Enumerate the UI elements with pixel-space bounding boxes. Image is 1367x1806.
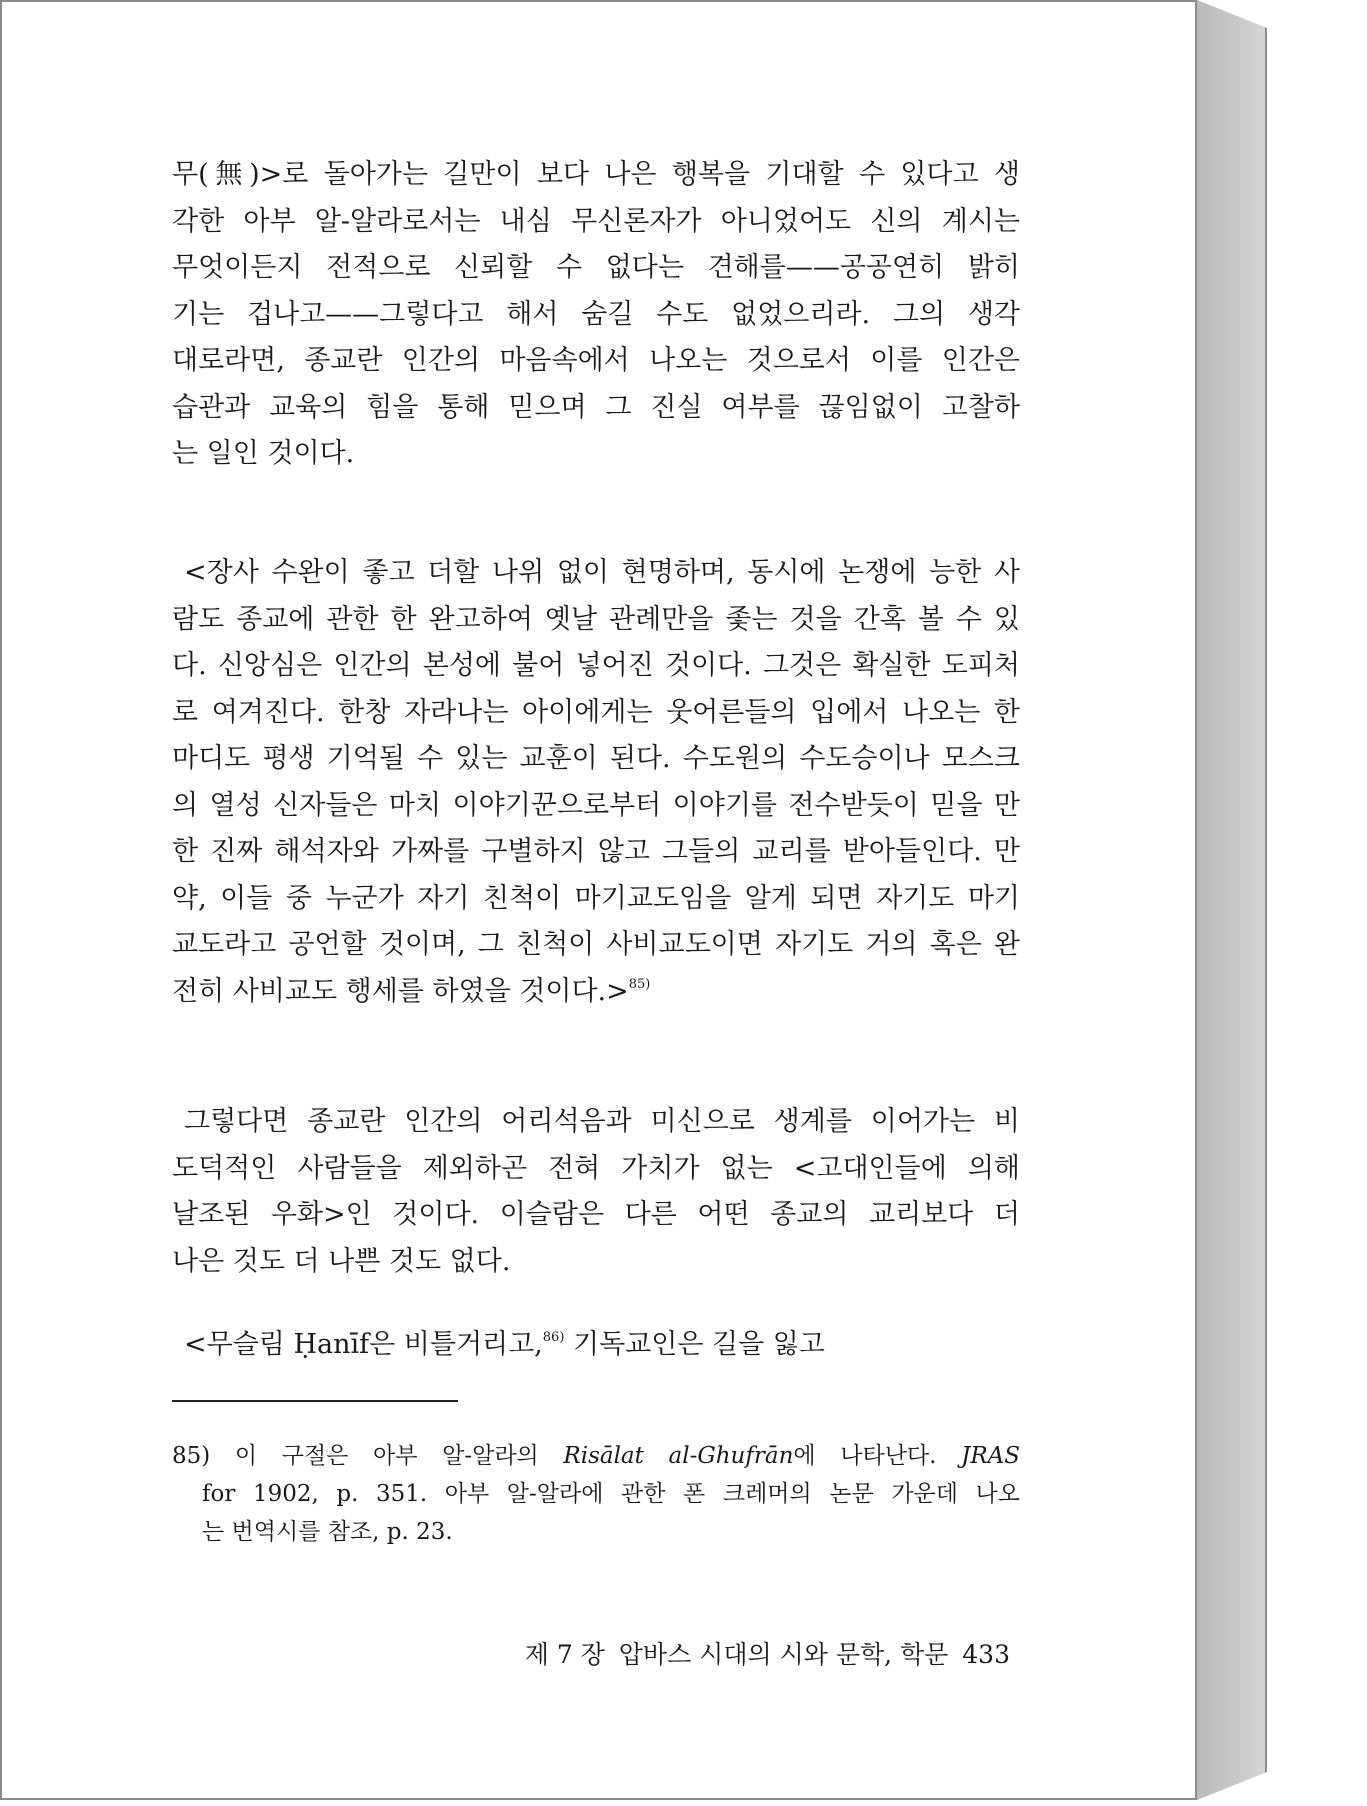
quote-1-line: 로 여겨진다. 한창 자라나는 아이에게는 웃어른들의 입에서 나오는 한	[172, 696, 1020, 728]
paragraph-2-line: 도덕적인 사람들을 제외하곤 전혀 가치가 없는 <고대인들에 의해	[172, 1152, 1020, 1184]
running-footer	[519, 1635, 1010, 1671]
footer-title: 압바스 시대의 시와 문학, 학문	[618, 1640, 949, 1669]
footnote-italic-title: Risālat al-Ghufrān	[563, 1443, 794, 1469]
footnote-ref-86[interactable]: 86)	[542, 1330, 565, 1345]
footnote-italic-journal: JRAS	[961, 1443, 1020, 1469]
block-quote-1	[172, 550, 1020, 1015]
footnote-85-line-2: for 1902, p. 351. 아부 알-알라에 관한 폰 크레머의 논문 가운데 나오	[202, 1481, 1020, 1507]
block-quote-2	[172, 1322, 1020, 1369]
paragraph-1-line: 무(無)>로 돌아가는 길만이 보다 나은 행복을 기대할 수 있다고 생	[172, 159, 1020, 190]
paragraph-2-line: 나은 것도 더 나쁜 것도 없다.	[172, 1245, 511, 1277]
quote-1-line: 다. 신앙심은 인간의 본성에 불어 넣어진 것이다. 그것은 확실한 도피처	[172, 650, 1020, 681]
page-stack-edge-outline	[1197, 0, 1267, 1800]
quote-1-line: 의 열성 신자들은 마치 이야기꾼으로부터 이야기를 전수받듯이 믿을 만	[172, 789, 1020, 821]
paragraph-1	[172, 152, 1020, 478]
paragraph-1-line: 습관과 교육의 힘을 통해 믿으며 그 진실 여부를 끊임없이 고찰하	[172, 391, 1020, 423]
footer-chapter: 제 7 장	[524, 1640, 605, 1669]
paragraph-1-line: 대로라면, 종교란 인간의 마음속에서 나오는 것으로서 이를 인간은	[172, 345, 1020, 376]
quote-1-last-line	[172, 969, 1020, 1016]
quote-1-line: 람도 종교에 관한 한 완고하여 옛날 관례만을 좇는 것을 간혹 볼 수 있	[172, 603, 1020, 635]
quote-1-line: 한 진짜 해석자와 가짜를 구별하지 않고 그들의 교리를 받아들인다. 만	[172, 836, 1020, 867]
quote-1-line: <장사 수완이 좋고 더할 나위 없이 현명하며, 동시에 논쟁에 능한 사	[184, 557, 1020, 588]
quote-2-text-after: 기독교인은 길을 잃고	[564, 1329, 825, 1360]
footnote-ref-85[interactable]: 85)	[628, 976, 651, 992]
footnote-85	[172, 1437, 1020, 1551]
paragraph-2	[172, 1099, 1020, 1285]
quote-1-line: 전히 사비교도 행세를 하였을 것이다.>	[172, 975, 629, 1007]
paragraph-1-line: 기는 겁나고——그렇다고 해서 숨길 수도 없었으리라. 그의 생각	[172, 298, 1020, 330]
footnote-85-line-1	[172, 1437, 1020, 1475]
quote-2-line	[172, 1322, 1020, 1369]
quote-1-line: 마디도 평생 기억될 수 있는 교훈이 된다. 수도원의 수도승이나 모스크	[172, 743, 1020, 774]
page-number: 433	[962, 1640, 1010, 1669]
paragraph-2-line: 그렇다면 종교란 인간의 어리석음과 미신으로 생계를 이어가는 비	[184, 1106, 1020, 1137]
paragraph-2-line: 날조된 우화>인 것이다. 이슬람은 다른 어떤 종교의 교리보다 더	[172, 1199, 1020, 1230]
paragraph-1-line: 는 일인 것이다.	[172, 438, 355, 469]
footnote-text: 에 나타난다.	[793, 1443, 962, 1469]
footnote-85-line-3: 는 번역시를 참조, p. 23.	[202, 1519, 453, 1545]
quote-1-line: 교도라고 공언할 것이며, 그 친척이 사비교도이면 자기도 거의 혹은 완	[172, 929, 1020, 960]
quote-1-line: 약, 이들 중 누군가 자기 친척이 마기교도임을 알게 되면 자기도 마기	[172, 882, 1020, 914]
quote-2-text-before: <무슬림 Ḥanīf은 비틀거리고,	[184, 1329, 543, 1360]
footnote-divider	[172, 1400, 458, 1402]
footnote-text: 이 구절은 아부 알-알라의	[210, 1443, 564, 1469]
paragraph-1-line: 각한 아부 알-알라로서는 내심 무신론자가 아니었어도 신의 계시는	[172, 205, 1020, 237]
footnote-number: 85)	[172, 1443, 211, 1469]
paragraph-1-line: 무엇이든지 전적으로 신뢰할 수 없다는 견해를——공공연히 밝히	[172, 252, 1020, 283]
